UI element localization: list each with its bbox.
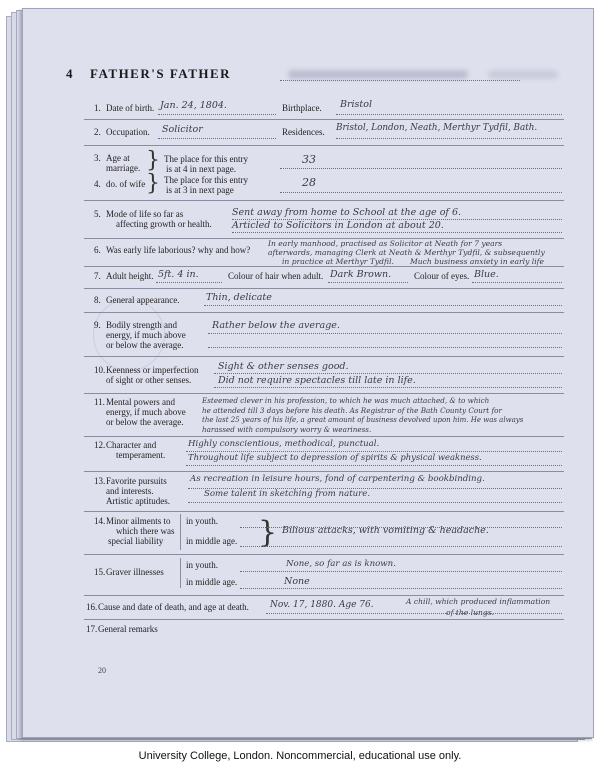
row-2-number: 2.	[94, 127, 101, 137]
row-12-dots-b	[186, 465, 562, 466]
title-dotted-line	[280, 80, 520, 81]
row-1-label: Date of birth.	[106, 103, 155, 113]
row-14-bracket	[180, 514, 181, 550]
row-8-dots	[204, 305, 562, 306]
row-10-dots-a	[214, 373, 562, 374]
row-11-number: 11.	[94, 397, 105, 407]
row-15-middle-age-label: in middle age.	[186, 577, 238, 587]
row-13-rule	[84, 511, 564, 512]
row-9-number: 9.	[94, 320, 101, 330]
row-14-youth-label: in youth.	[186, 516, 219, 526]
row-14-label-a: Minor ailments to	[106, 516, 171, 526]
date-of-birth-value: Jan. 24, 1804.	[160, 100, 227, 111]
row-9-dots-a	[208, 333, 562, 334]
row-14-dots-b	[240, 546, 562, 547]
row-14-middle-age-label: in middle age.	[186, 536, 238, 546]
row-7-dots-a	[156, 282, 222, 283]
row-12-label-a: Character and	[106, 440, 157, 450]
row-3-desc-a: The place for this entry	[164, 154, 248, 164]
early-life-line-2: afterwards, managing Clerk at Neath & Merthyr Tydfil, & subsequently	[268, 248, 545, 257]
mental-powers-line-3: the last 25 years of his life, a great amount of business devolved upon him. He was always	[202, 416, 524, 424]
row-4-desc-a: The place for this entry	[164, 175, 248, 185]
adult-height-label: Adult height.	[106, 271, 154, 281]
row-4-number: 4.	[94, 179, 101, 189]
bodily-strength-value: Rather below the average.	[212, 320, 340, 331]
section-title: FATHER'S FATHER	[90, 66, 232, 81]
row-2-dots-a	[158, 138, 276, 139]
row-4-brace: }	[146, 171, 160, 196]
row-2-rule	[84, 145, 564, 146]
row-11-rule	[84, 436, 564, 437]
row-7-rule	[84, 288, 564, 289]
row-3-desc-b: is at 4 in next page.	[166, 164, 236, 174]
row-3-label-a: Age at	[106, 153, 130, 163]
death-label: Cause and date of death, and age at death.	[98, 602, 249, 612]
row-1-rule	[84, 119, 564, 120]
row-10-rule	[84, 393, 564, 394]
row-13-label-a: Favorite pursuits	[106, 476, 167, 486]
row-9-label-c: or below the average.	[106, 340, 184, 350]
redacted-name-suffix	[488, 70, 558, 79]
row-15-rule	[84, 595, 564, 596]
row-5-label-a: Mode of life so far as	[106, 209, 184, 219]
row-14-dots-a	[240, 527, 562, 528]
row-13-dots-a	[188, 488, 562, 489]
row-4-desc-b: is at 3 in next page	[166, 185, 234, 195]
row-6-number: 6.	[94, 245, 101, 255]
copyright-footer: University College, London. Noncommercial, educational use only.	[138, 750, 462, 762]
row-14-label-b: which there was	[116, 526, 175, 536]
death-cause-line-1: A chill, which produced inflammation	[406, 597, 551, 606]
row-9-label-a: Bodily strength and	[106, 320, 177, 330]
row-5-dots-a	[232, 219, 562, 220]
row-4-label: do. of wife	[106, 179, 146, 189]
row-12-rule	[84, 471, 564, 472]
page-title	[66, 66, 231, 82]
row-3-label-b: marriage.	[106, 163, 141, 173]
row-13-number: 13.	[94, 476, 106, 486]
row-10-label-b: of sight or other senses.	[106, 375, 192, 385]
row-15-dots-b	[240, 588, 562, 589]
row-12-label-b: temperament.	[116, 450, 166, 460]
row-10-dots-b	[214, 387, 562, 388]
row-9-rule	[84, 356, 564, 357]
row-6-rule	[84, 266, 564, 267]
character-line-2: Throughout life subject to depression of spirits & physical weakness.	[188, 452, 482, 462]
row-10-number: 10.	[94, 365, 106, 375]
redacted-name	[288, 70, 468, 79]
row-17-number: 17.	[86, 624, 98, 634]
row-3-brace: }	[146, 148, 160, 173]
general-appearance-value: Thin, delicate	[206, 292, 272, 303]
early-life-line-4: Much business anxiety in early life	[410, 257, 544, 266]
row-15-dots-a	[240, 571, 562, 572]
row-12-number: 12.	[94, 440, 106, 450]
row-2-dots-b	[336, 138, 562, 139]
graver-illnesses-label: Graver illnesses	[106, 567, 164, 577]
row-13-label-b: and interests.	[106, 486, 154, 496]
row-7-dots-c	[472, 282, 562, 283]
row-6-label: Was early life laborious? why and how?	[106, 245, 251, 255]
age-of-wife-value: 28	[302, 176, 316, 189]
birthplace-value: Bristol	[340, 99, 373, 110]
row-13-dots-b	[188, 502, 562, 503]
row-16-rule	[84, 619, 564, 620]
early-life-line-3: in practice at Merthyr Tydfil.	[282, 257, 394, 266]
graver-youth-value: None, so far as is known.	[286, 559, 396, 569]
row-11-label-b: energy, if much above	[106, 407, 186, 417]
row-12-dots-a	[186, 451, 562, 452]
row-7-dots-b	[328, 282, 408, 283]
row-10-label-a: Keenness or imperfection	[106, 365, 199, 375]
early-life-line-1: In early manhood, practised as Solicitor at Neath for 7 years	[268, 239, 503, 248]
senses-line-1: Sight & other senses good.	[218, 361, 349, 372]
row-14-rule	[84, 554, 564, 555]
row-3-dots	[280, 168, 562, 169]
death-cause-line-2: of the lungs.	[446, 608, 495, 617]
hair-colour-value: Dark Brown.	[330, 269, 392, 280]
row-14-label-c: special liability	[108, 536, 164, 546]
general-appearance-label: General appearance.	[106, 295, 180, 305]
row-2-label: Occupation.	[106, 127, 150, 137]
row-16-dots	[266, 613, 562, 614]
row-15-youth-label: in youth.	[186, 560, 219, 570]
general-remarks-label: General remarks	[98, 624, 158, 634]
mode-of-life-line-2: Articled to Solicitors in London at about 20.	[232, 220, 444, 231]
row-4-dots	[280, 192, 562, 193]
section-number: 4	[66, 66, 74, 81]
senses-line-2: Did not require spectacles till late in life.	[218, 375, 416, 386]
row-5-dots-b	[232, 232, 562, 233]
occupation-value: Solicitor	[162, 124, 203, 135]
eye-colour-value: Blue.	[474, 269, 499, 280]
mental-powers-line-2: he attended till 3 days before his death. As Registrar of the Bath County Court for	[202, 406, 502, 415]
row-11-label-c: or below the average.	[106, 417, 184, 427]
row-8-number: 8.	[94, 295, 101, 305]
row-11-label-a: Mental powers and	[106, 397, 175, 407]
row-16-number: 16.	[86, 602, 98, 612]
birthplace-label: Birthplace.	[282, 103, 322, 113]
row-1-number: 1.	[94, 103, 101, 113]
mental-powers-line-1: Esteemed clever in his profession, to which he was much attached, & to which	[202, 396, 490, 405]
row-8-rule	[84, 312, 564, 313]
row-15-bracket	[180, 558, 181, 588]
residences-value: Bristol, London, Neath, Merthyr Tydfil, Bath.	[336, 123, 538, 133]
row-9-dots-b	[208, 347, 562, 348]
row-15-number: 15.	[94, 567, 106, 577]
hair-colour-label: Colour of hair when adult.	[228, 271, 324, 281]
adult-height-value: 5ft. 4 in.	[158, 269, 199, 280]
mental-powers-line-4: harassed with compulsory worry & weariness.	[202, 425, 372, 434]
residences-label: Residences.	[282, 127, 325, 137]
row-5-number: 5.	[94, 209, 101, 219]
age-at-marriage-value: 33	[302, 153, 316, 166]
row-1-dots-a	[158, 114, 276, 115]
death-date-value: Nov. 17, 1880. Age 76.	[270, 600, 374, 610]
row-9-label-b: energy, if much above	[106, 330, 186, 340]
mode-of-life-line-1: Sent away from home to School at the age of 6.	[232, 207, 462, 218]
row-5-label-b: affecting growth or health.	[116, 219, 212, 229]
row-14-number: 14.	[94, 516, 106, 526]
row-14-brace: }	[258, 515, 278, 550]
page-number: 20	[98, 666, 106, 675]
graver-middle-age-value: None	[284, 576, 310, 587]
pursuits-line-2: Some talent in sketching from nature.	[204, 489, 371, 499]
row-4-rule	[84, 200, 564, 201]
row-3-number: 3.	[94, 153, 101, 163]
pursuits-line-1: As recreation in leisure hours, fond of carpentering & bookbinding.	[190, 474, 485, 484]
row-7-number: 7.	[94, 271, 101, 281]
row-1-dots-b	[336, 114, 562, 115]
row-13-label-c: Artistic aptitudes.	[106, 496, 170, 506]
eye-colour-label: Colour of eyes.	[414, 271, 470, 281]
minor-ailments-value: Bilious attacks, with vomiting & headache.	[282, 525, 489, 536]
character-line-1: Highly conscientious, methodical, punctual.	[188, 439, 380, 449]
